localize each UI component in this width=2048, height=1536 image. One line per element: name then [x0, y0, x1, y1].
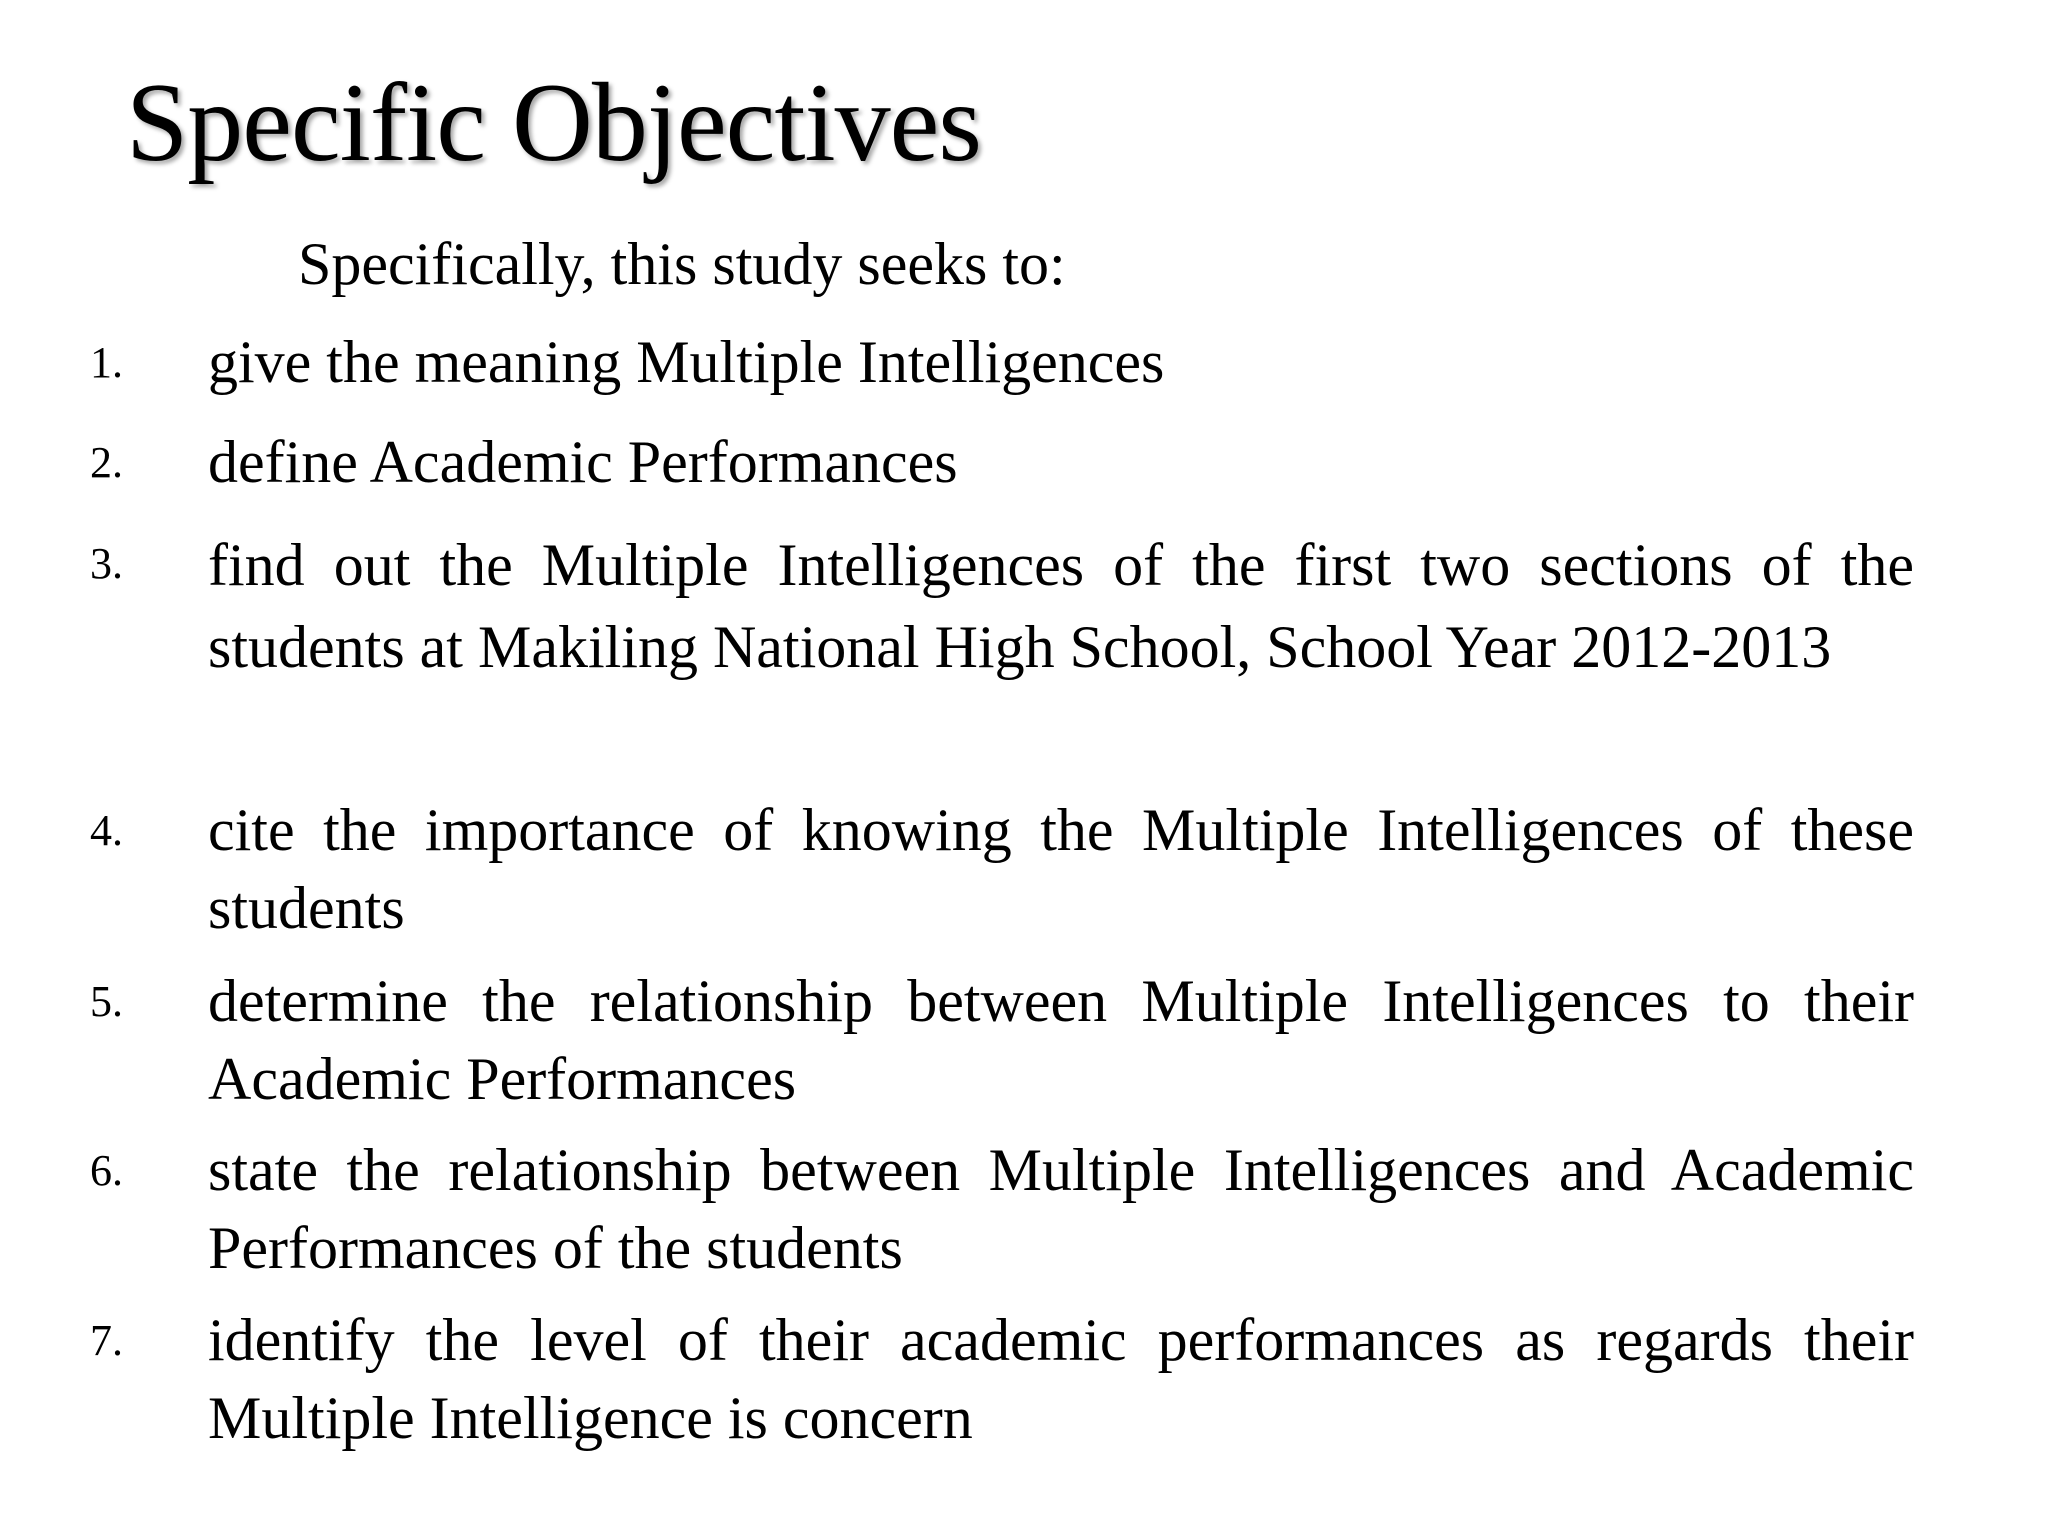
page-title: Specific Objectives [126, 61, 981, 185]
list-item-text: give the meaning Multiple Intelligences [208, 329, 1165, 395]
list-item-number: 2. [90, 438, 123, 487]
list-item-number: 4. [90, 806, 123, 855]
list-item-number: 7. [90, 1316, 123, 1365]
list-item-text: find out the Multiple Intelligences of the first two sections of the students at Makiling National High School, School Year 2012-2013 [208, 532, 1914, 680]
list-item-text: define Academic Performances [208, 429, 958, 495]
list-item-text: identify the level of their academic performances as regards their Multiple Intelligence is concern [208, 1307, 1914, 1451]
list-item-text: state the relationship between Multiple Intelligences and Academic Performances of the students [208, 1137, 1914, 1281]
list-item-number: 6. [90, 1146, 123, 1195]
list-item-text: cite the importance of knowing the Multiple Intelligences of these students [208, 797, 1914, 941]
list-item-text: determine the relationship between Multiple Intelligences to their Academic Performances [208, 968, 1914, 1112]
list-item-number: 5. [90, 977, 123, 1026]
list-item-number: 3. [90, 539, 123, 588]
intro-text: Specifically, this study seeks to: [298, 231, 1066, 297]
list-item-number: 1. [90, 338, 123, 387]
